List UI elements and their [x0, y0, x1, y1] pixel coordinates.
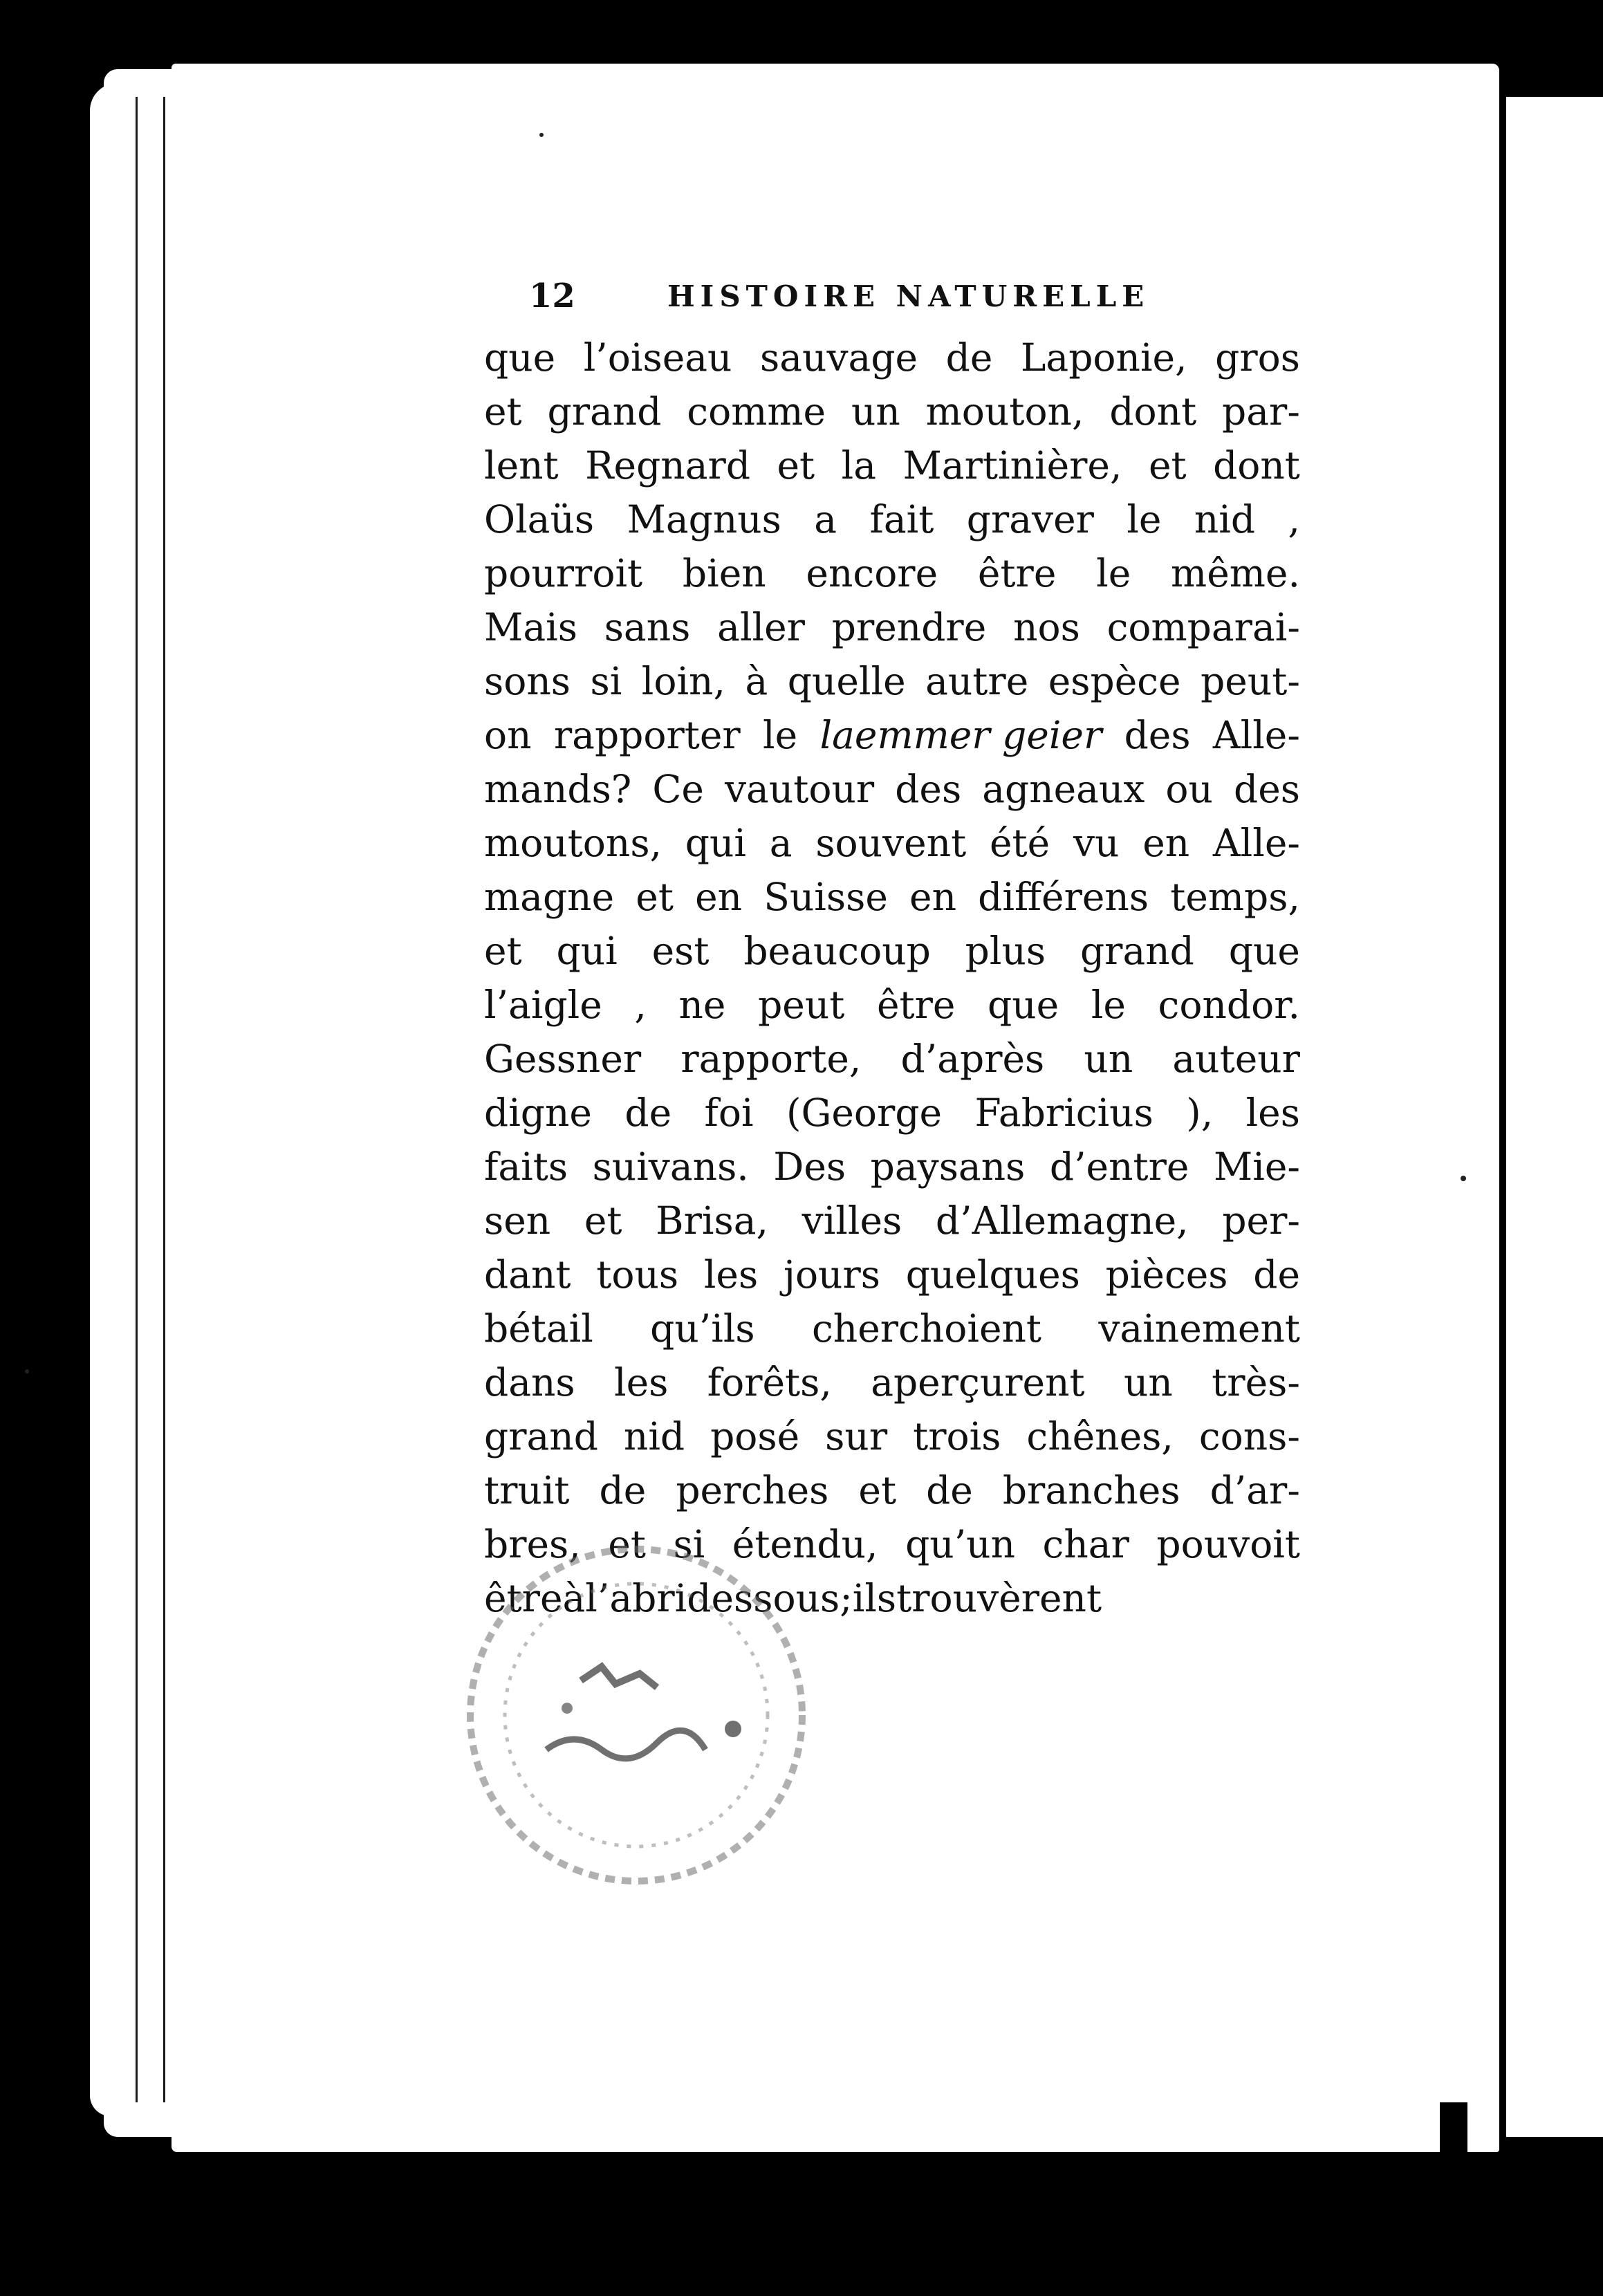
- word: mouton,: [925, 389, 1084, 434]
- word: par-: [1222, 389, 1300, 434]
- word: la: [841, 443, 877, 488]
- word: ;: [840, 1576, 853, 1620]
- body-text: [484, 331, 1300, 1625]
- word: même.: [1171, 551, 1300, 595]
- word: plus: [965, 929, 1046, 973]
- word: et: [484, 929, 522, 973]
- word: de: [624, 1091, 672, 1135]
- word: de: [945, 335, 993, 380]
- word: vainement: [1098, 1306, 1300, 1351]
- text-line: [484, 385, 1300, 438]
- word: et: [777, 443, 815, 488]
- text-line: [484, 1194, 1300, 1248]
- word: Mais: [484, 605, 577, 649]
- word: posé: [710, 1414, 800, 1459]
- word: dans: [484, 1360, 575, 1405]
- word: un: [851, 389, 900, 434]
- word: Fabricius: [974, 1091, 1153, 1135]
- word: vu: [1073, 821, 1120, 865]
- word: sauvage: [760, 335, 918, 380]
- word: branches: [1002, 1468, 1180, 1512]
- word: les: [703, 1252, 759, 1297]
- text-line: [484, 546, 1300, 600]
- word: et: [484, 389, 522, 434]
- word: prendre: [831, 605, 987, 649]
- word: graver: [966, 497, 1094, 541]
- word: Olaüs: [484, 497, 595, 541]
- word: étendu,: [732, 1522, 878, 1566]
- word: différens: [978, 875, 1149, 919]
- word: grand: [1080, 929, 1194, 973]
- word: bien: [682, 551, 766, 595]
- text-line: [484, 924, 1300, 978]
- word: dessous: [687, 1576, 840, 1620]
- word: Martinière,: [902, 443, 1122, 488]
- word: pièces: [1105, 1252, 1228, 1297]
- word: et: [1148, 443, 1187, 488]
- running-head-title: HISTOIRE NATURELLE: [667, 279, 1150, 313]
- word: peut: [758, 983, 845, 1027]
- word: bres,: [484, 1522, 581, 1566]
- word: un: [1123, 1360, 1173, 1405]
- word: agneaux: [982, 767, 1145, 811]
- word: espèce: [1048, 659, 1181, 703]
- word: cherchoient: [811, 1306, 1042, 1351]
- word: que: [988, 983, 1059, 1027]
- word: truit: [484, 1468, 570, 1512]
- word: comme: [687, 389, 826, 434]
- word: aperçurent: [871, 1360, 1085, 1405]
- running-head: [529, 277, 1151, 325]
- word: et: [584, 1198, 622, 1243]
- word: comparai-: [1106, 605, 1300, 649]
- word: perches: [676, 1468, 829, 1512]
- word: dont: [1213, 443, 1300, 488]
- word: l’abri: [585, 1576, 687, 1620]
- scan-speck: [1461, 1176, 1466, 1181]
- word: chênes,: [1026, 1414, 1174, 1459]
- word: de: [1253, 1252, 1300, 1297]
- text-line: [484, 492, 1300, 546]
- word: sur: [825, 1414, 888, 1459]
- word: pouvoit: [1156, 1522, 1300, 1566]
- text-line: [484, 870, 1300, 924]
- text-line: [484, 1140, 1300, 1194]
- word: per-: [1222, 1198, 1300, 1243]
- word: et: [636, 875, 674, 919]
- word: gros: [1215, 335, 1300, 380]
- word: Des: [773, 1145, 846, 1189]
- word: peut-: [1201, 659, 1300, 703]
- word: digne: [484, 1091, 592, 1135]
- word: Magnus: [627, 497, 781, 541]
- word: a: [814, 497, 837, 541]
- word: qui: [556, 929, 618, 973]
- text-line: [484, 1463, 1300, 1517]
- text-line: [484, 1248, 1300, 1302]
- word: cons-: [1198, 1414, 1300, 1459]
- word: le: [1127, 497, 1162, 541]
- word: rapporter: [553, 713, 741, 757]
- text-line: [484, 1517, 1300, 1571]
- word: ils: [852, 1576, 897, 1620]
- text-line: [484, 1086, 1300, 1140]
- word: villes: [802, 1198, 902, 1243]
- word: en: [1142, 821, 1190, 865]
- word: que: [484, 335, 556, 380]
- word: est: [651, 929, 710, 973]
- word: char: [1042, 1522, 1129, 1566]
- word: d’après: [900, 1037, 1045, 1081]
- scan-speck: [539, 133, 544, 137]
- word: beaucoup: [743, 929, 931, 973]
- word: à: [745, 659, 768, 703]
- word: être: [876, 983, 956, 1027]
- word: des: [1233, 767, 1300, 811]
- word: un: [1084, 1037, 1133, 1081]
- word: en: [695, 875, 743, 919]
- word: aller: [717, 605, 805, 649]
- word: grand: [484, 1414, 598, 1459]
- word: temps,: [1170, 875, 1300, 919]
- word: nid: [623, 1414, 685, 1459]
- word: le: [1091, 983, 1126, 1027]
- word: être: [484, 1576, 563, 1620]
- word: loin,: [641, 659, 725, 703]
- word: le: [1096, 551, 1131, 595]
- word: quelques: [905, 1252, 1080, 1297]
- word: paysans: [870, 1145, 1026, 1189]
- word: ne: [678, 983, 726, 1027]
- word: Gessner: [484, 1037, 642, 1081]
- word: Laponie,: [1020, 335, 1187, 380]
- text-line: [484, 762, 1300, 816]
- word: été: [989, 821, 1050, 865]
- word: bétail: [484, 1306, 593, 1351]
- text-line: [484, 816, 1300, 870]
- word: si: [590, 659, 622, 703]
- word: dant: [484, 1252, 571, 1297]
- word: grand: [547, 389, 662, 434]
- text-line: [484, 1355, 1300, 1409]
- word: les: [1245, 1091, 1300, 1135]
- word: Alle-: [1212, 713, 1300, 757]
- word: d’Allemagne,: [935, 1198, 1189, 1243]
- word: tous: [596, 1252, 679, 1297]
- page-number: 12: [529, 277, 575, 315]
- text-line: [484, 600, 1300, 654]
- word: Regnard: [585, 443, 751, 488]
- word: de: [926, 1468, 973, 1512]
- word: nid: [1194, 497, 1256, 541]
- word: autre: [925, 659, 1029, 703]
- word: magne: [484, 875, 615, 919]
- word: nos: [1013, 605, 1080, 649]
- word: qu’ils: [650, 1306, 755, 1351]
- word: rapporte,: [680, 1037, 862, 1081]
- word: encore: [806, 551, 938, 595]
- word: auteur: [1172, 1037, 1300, 1081]
- word: trois: [913, 1414, 1001, 1459]
- word: d’entre: [1049, 1145, 1189, 1189]
- word: suivans.: [592, 1145, 749, 1189]
- book-gutter-lower: [1440, 2102, 1467, 2185]
- page-edge-line: [163, 97, 165, 2102]
- word: vautour: [724, 767, 875, 811]
- word: quelle: [787, 659, 906, 703]
- text-line: [484, 1032, 1300, 1086]
- scan-speck: [25, 1369, 29, 1373]
- word: des: [895, 767, 962, 811]
- word: le: [763, 713, 798, 757]
- word: Alle-: [1212, 821, 1300, 865]
- word: qu’un: [905, 1522, 1016, 1566]
- italic-term: laemmer geier: [819, 713, 1102, 757]
- text-line: [484, 1302, 1300, 1355]
- word: d’ar-: [1210, 1468, 1300, 1512]
- word: mands?: [484, 767, 632, 811]
- word: si: [673, 1522, 705, 1566]
- text-line: [484, 331, 1300, 385]
- word: sen: [484, 1198, 551, 1243]
- word: l’aigle: [484, 983, 602, 1027]
- page-edge-line: [136, 97, 138, 2102]
- word: ,: [634, 983, 647, 1027]
- word: fait: [869, 497, 934, 541]
- word: Suisse: [763, 875, 888, 919]
- word: l’oiseau: [583, 335, 732, 380]
- word: foi: [704, 1091, 754, 1135]
- word: ,: [1288, 497, 1300, 541]
- word: sans: [604, 605, 691, 649]
- word: on: [484, 713, 532, 757]
- word: Brisa,: [656, 1198, 768, 1243]
- word: pourroit: [484, 551, 643, 595]
- word: ),: [1186, 1091, 1214, 1135]
- word: qui: [685, 821, 747, 865]
- word: très-: [1212, 1360, 1300, 1405]
- text-line: [484, 438, 1300, 492]
- adjacent-page: [1506, 97, 1603, 2137]
- text-line: [484, 1409, 1300, 1463]
- word: les: [614, 1360, 669, 1405]
- word: jours: [783, 1252, 880, 1297]
- word: sons: [484, 659, 571, 703]
- word: lent: [484, 443, 559, 488]
- word: Ce: [652, 767, 704, 811]
- word: trouvèrent: [896, 1576, 1102, 1620]
- word: condor.: [1158, 983, 1300, 1027]
- word: forêts,: [707, 1360, 832, 1405]
- word: Mie-: [1213, 1145, 1300, 1189]
- text-line: [484, 708, 1300, 762]
- word: et: [858, 1468, 897, 1512]
- word: à: [562, 1576, 586, 1620]
- word: être: [977, 551, 1057, 595]
- text-line: [484, 978, 1300, 1032]
- word: des: [1124, 713, 1191, 757]
- word: ou: [1165, 767, 1213, 811]
- word: et: [608, 1522, 646, 1566]
- word: (George: [786, 1091, 943, 1135]
- text-line: [484, 1571, 1300, 1625]
- word: a: [769, 821, 793, 865]
- word: dont: [1109, 389, 1197, 434]
- word: moutons,: [484, 821, 662, 865]
- word: que: [1228, 929, 1300, 973]
- word: souvent: [815, 821, 967, 865]
- word: faits: [484, 1145, 568, 1189]
- word: en: [909, 875, 957, 919]
- word: de: [599, 1468, 647, 1512]
- text-line: [484, 654, 1300, 708]
